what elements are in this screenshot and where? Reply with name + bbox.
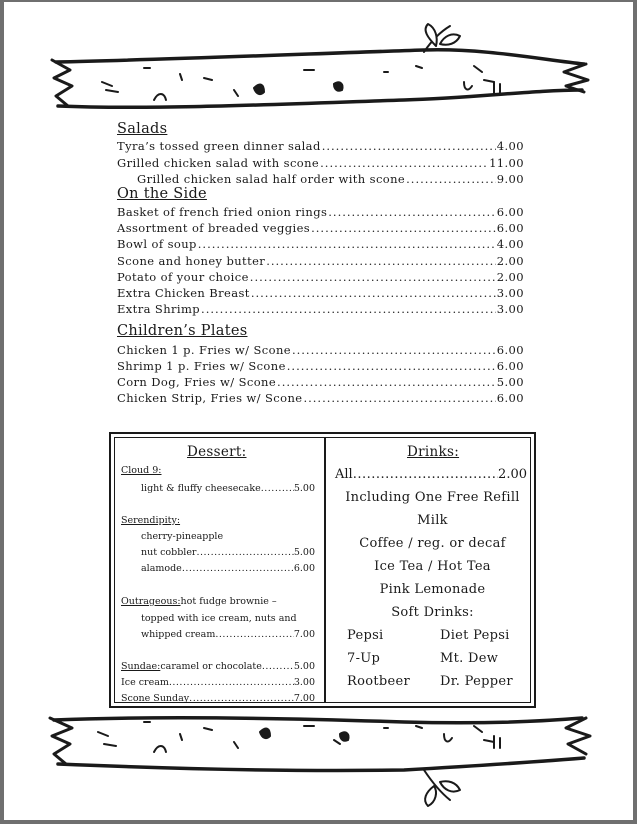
dessert-alamode-row [141,562,315,575]
dessert-cobbler-row [141,546,315,559]
dessert-name: Sundae: [121,661,161,672]
dessert-icecream-row [121,676,315,689]
menu-item-row [117,204,524,220]
item-name: Bowl of soup [117,237,197,251]
drinks-milk: Milk [417,513,448,528]
dot-leader [196,546,293,559]
drinks-soda-rootbeer: Rootbeer [347,674,410,689]
item-price: 6.00 [496,391,524,405]
menu-item-row [117,138,524,154]
dessert-price: 5.00 [293,547,315,558]
item-name: Basket of french fried onion rings [117,205,328,219]
dessert-outrageous-row [121,595,277,608]
dot-leader [303,390,495,406]
dessert-serendipity-desc [141,530,223,543]
item-price: 11.00 [489,156,524,170]
birch-branch-bottom-illustration [4,692,633,812]
dot-leader [201,301,496,317]
item-price: 4.00 [496,139,524,153]
dessert-cloud9-label [121,464,162,477]
drinks-tea: Ice Tea / Hot Tea [374,559,491,574]
dessert-desc: whipped cream [141,629,216,640]
dot-leader [261,482,294,495]
drinks-title: Drinks: [407,444,460,460]
dessert-name: Cloud 9: [121,465,162,476]
dessert-name: Scone Sunday [121,693,190,704]
item-price: 3.00 [496,286,524,300]
item-price: 6.00 [496,221,524,235]
dot-leader [292,342,496,358]
menu-item-row [117,390,524,406]
dessert-desc: nut cobbler [141,547,197,558]
dessert-desc: light & fluffy cheesecake [141,483,261,494]
dessert-cloud9-row [141,482,315,495]
menu-item-row [117,155,524,171]
menu-item-row [117,236,524,252]
box-inner-border [114,437,531,703]
drinks-all-row [335,466,527,484]
dot-leader [328,204,496,220]
dessert-outrageous-price-row [141,628,315,641]
item-price: 9.00 [496,172,524,186]
item-name: Scone and honey butter [117,254,266,268]
dessert-title: Dessert: [187,444,247,460]
drinks-soda-pepsi: Pepsi [347,628,384,643]
dessert-desc: hot fudge brownie – [180,596,277,607]
dot-leader [169,676,294,689]
item-price: 6.00 [496,343,524,357]
item-name: Corn Dog, Fries w/ Scone [117,375,277,389]
dessert-desc: alamode [141,563,182,574]
menu-item-row [117,374,524,390]
drinks-refill-note: Including One Free Refill [345,490,520,505]
dessert-drinks-box [109,432,536,708]
menu-item-row [117,285,524,301]
item-price: 3.00 [496,302,524,316]
menu-item-row [117,269,524,285]
section-title-salads: Salads [117,121,168,137]
dessert-sundae-row [121,660,315,673]
dessert-desc: topped with ice cream, nuts and [141,613,297,624]
item-name: Potato of your choice [117,270,249,284]
item-name: Chicken Strip, Fries w/ Scone [117,391,303,405]
menu-item-row [117,342,524,358]
item-price: 4.00 [496,237,524,251]
birch-branch-top-illustration [4,20,633,120]
dot-leader [198,236,496,252]
dot-leader [251,285,496,301]
drinks-soda-dr-pepper: Dr. Pepper [440,674,513,689]
dessert-price: 7.00 [293,629,315,640]
dessert-price: 5.00 [293,483,315,494]
item-name: Assortment of breaded veggies [117,221,311,235]
drinks-coffee: Coffee / reg. or decaf [359,536,506,551]
dessert-price: 6.00 [293,563,315,574]
drinks-soda-7up: 7-Up [347,651,381,666]
item-price: 2.00 [496,254,524,268]
dot-leader [250,269,496,285]
menu-item-row [117,253,524,269]
drinks-all-label: All [335,467,353,482]
item-name: Grilled chicken salad half order with scone [137,172,406,186]
dot-leader [182,562,294,575]
item-name: Grilled chicken salad with scone [117,156,320,170]
item-price: 2.00 [496,270,524,284]
item-price: 6.00 [496,359,524,373]
section-title-childrens-plates: Children’s Plates [117,323,248,339]
drinks-soda-mt-dew: Mt. Dew [440,651,499,666]
drinks-lemonade: Pink Lemonade [379,582,486,597]
dessert-name: Serendipity: [121,515,181,526]
dessert-desc: caramel or chocolate [160,661,262,672]
section-title-on-the-side: On the Side [117,186,207,202]
dot-leader [322,138,496,154]
dessert-serendipity-label [121,514,180,527]
menu-item-row [117,358,524,374]
dot-leader [406,171,496,187]
item-price: 6.00 [496,205,524,219]
drinks-soda-diet-pepsi: Diet Pepsi [440,628,510,643]
dessert-name: Ice cream [121,677,169,688]
dot-leader [262,660,294,673]
dot-leader [287,358,496,374]
dessert-price: 7.00 [293,693,315,704]
item-name: Extra Shrimp [117,302,201,316]
item-name: Extra Chicken Breast [117,286,250,300]
menu-item-row [137,171,524,187]
dessert-price: 5.00 [293,661,315,672]
dot-leader [215,628,294,641]
menu-item-row [117,301,524,317]
dot-leader [353,466,498,484]
dessert-price: 3.00 [293,677,315,688]
item-price: 5.00 [496,375,524,389]
item-name: Shrimp 1 p. Fries w/ Scone [117,359,286,373]
menu-page [4,2,633,820]
drinks-soft-title: Soft Drinks: [391,605,474,620]
menu-item-row [117,220,524,236]
item-name: Tyra’s tossed green dinner salad [117,139,321,153]
dessert-name: Outrageous: [121,596,181,607]
item-name: Chicken 1 p. Fries w/ Scone [117,343,291,357]
dessert-outrageous-desc [141,612,297,625]
dot-leader [320,155,488,171]
column-divider [324,438,326,702]
dot-leader [266,253,496,269]
dot-leader [277,374,496,390]
dessert-desc: cherry-pineapple [141,531,224,542]
drinks-all-price: 2.00 [498,467,527,482]
dot-leader [311,220,496,236]
